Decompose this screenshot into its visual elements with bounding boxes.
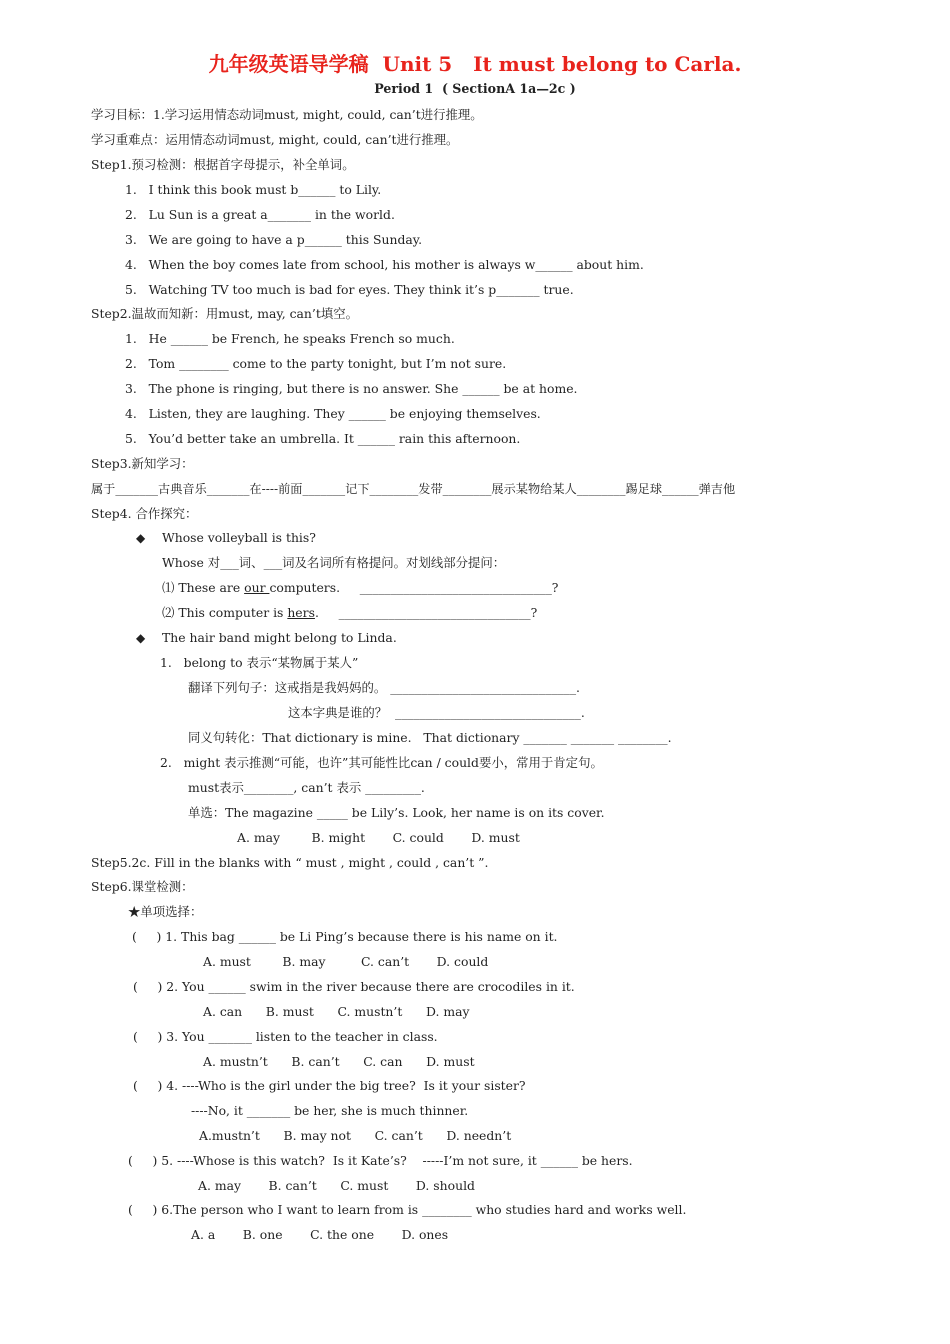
step1-item: 2. Lu Sun is a great a_______ in the world. — [125, 207, 395, 222]
step1-item: 4. When the boy comes late from school, his mother is always w______ about him. — [125, 257, 644, 272]
choice-question: 单选：The magazine _____ be Lily’s. Look, her name is on its cover. — [188, 805, 605, 820]
quiz-question: ( ) 5. ----Whose is this watch? Is it Kate’s? -----I’m not sure, it ______ be hers. — [128, 1153, 633, 1168]
item-text: computers. _______________________________? — [269, 580, 559, 595]
point-note: 2. might 表示推测“可能，也许”其可能性比can / could要小，常用于肯定句。 — [160, 755, 603, 770]
quiz-question: ( ) 1. This bag ______ be Li Ping’s because there is his name on it. — [132, 929, 558, 944]
step1-item: 1. I think this book must b______ to Lily. — [125, 182, 382, 197]
step2-item: 1. He ______ be French, he speaks French so much. — [125, 331, 455, 346]
underlined-word: hers — [287, 605, 315, 620]
step5-heading: Step5.2c. Fill in the blanks with “ must , might , could , can’t ”. — [91, 855, 489, 870]
quiz-options: A. can B. must C. mustn’t D. may — [203, 1004, 470, 1019]
quiz-question: ( ) 2. You ______ swim in the river because there are crocodiles in it. — [133, 979, 575, 994]
item-text: . _______________________________? — [314, 605, 538, 620]
point-note: 1. belong to 表示“某物属于某人” — [160, 655, 359, 670]
quiz-options: A.mustn’t B. may not C. can’t D. needn’t — [199, 1128, 512, 1143]
step1-item: 5. Watching TV too much is bad for eyes. They think it’s p_______ true. — [125, 282, 574, 297]
page-subtitle: Period 1 ( SectionA 1a—2c ) — [374, 81, 576, 96]
fill-item: must表示________, can’t 表示 _________. — [188, 780, 425, 795]
step2-item: 5. You’d better take an umbrella. It ______ rain this afternoon. — [125, 431, 521, 446]
rewrite-item: 同义句转化：That dictionary is mine. That dictionary _______ _______ ________. — [188, 730, 672, 745]
quiz-options: A. may B. can’t C. must D. should — [198, 1178, 475, 1193]
quiz-question: ( ) 3. You _______ listen to the teacher in class. — [133, 1029, 438, 1044]
learning-objective: 学习目标：1.学习运用情态动词must, might, could, can’t进行推理。 — [91, 107, 483, 122]
step1-heading: Step1.预习检测：根据首字母提示，补全单词。 — [91, 157, 355, 172]
step2-item: 3. The phone is ringing, but there is no answer. She ______ be at home. — [125, 381, 578, 396]
quiz-question: ( ) 4. ----Who is the girl under the big tree? Is it your sister? — [133, 1078, 526, 1093]
section-heading: ★单项选择： — [128, 904, 203, 919]
item-text: ⑴ These are — [162, 580, 245, 595]
step3-heading: Step3.新知学习： — [91, 456, 194, 471]
exercise-item — [162, 580, 558, 596]
underlined-word: our — [244, 580, 270, 595]
diamond-bullet-icon: ◆ — [136, 631, 146, 645]
quiz-options: A. mustn’t B. can’t C. can D. must — [203, 1054, 475, 1069]
point-sentence: Whose volleyball is this? — [162, 530, 316, 545]
vocab-line: 属于_______古典音乐_______在----前面_______记下________发带________展示某物给某人________踢足球______弹吉他 — [91, 482, 736, 496]
quiz-options: A. a B. one C. the one D. ones — [191, 1227, 449, 1242]
point-note: Whose 对___词、___词及名词所有格提问。对划线部分提问： — [162, 555, 506, 570]
quiz-question-continued: ----No, it _______ be her, she is much thinner. — [191, 1103, 469, 1118]
quiz-question: ( ) 6.The person who I want to learn from is ________ who studies hard and works well. — [128, 1202, 687, 1217]
quiz-options: A. must B. may C. can’t D. could — [203, 954, 489, 969]
point-sentence: The hair band might belong to Linda. — [162, 630, 397, 645]
step2-item: 4. Listen, they are laughing. They ______ be enjoying themselves. — [125, 406, 541, 421]
choice-options: A. may B. might C. could D. must — [237, 830, 520, 845]
step2-heading: Step2.温故而知新：用must, may, can’t填空。 — [91, 306, 358, 321]
step2-item: 2. Tom ________ come to the party tonight, but I’m not sure. — [125, 356, 507, 371]
diamond-bullet-icon: ◆ — [136, 531, 146, 545]
step6-heading: Step6.课堂检测： — [91, 879, 194, 894]
page-title: 九年级英语导学稿 Unit 5 It must belong to Carla. — [208, 52, 742, 76]
exercise-item — [162, 605, 537, 621]
key-points: 学习重难点：运用情态动词must, might, could, can’t进行推理。 — [91, 132, 459, 147]
translation-item: 这本字典是谁的？ ______________________________. — [288, 705, 585, 720]
step4-heading: Step4. 合作探究： — [91, 506, 198, 521]
item-text: ⑵ This computer is — [162, 605, 288, 620]
translation-item: 翻译下列句子：这戒指是我妈妈的。 ______________________________. — [188, 680, 580, 695]
step1-item: 3. We are going to have a p______ this Sunday. — [125, 232, 423, 247]
